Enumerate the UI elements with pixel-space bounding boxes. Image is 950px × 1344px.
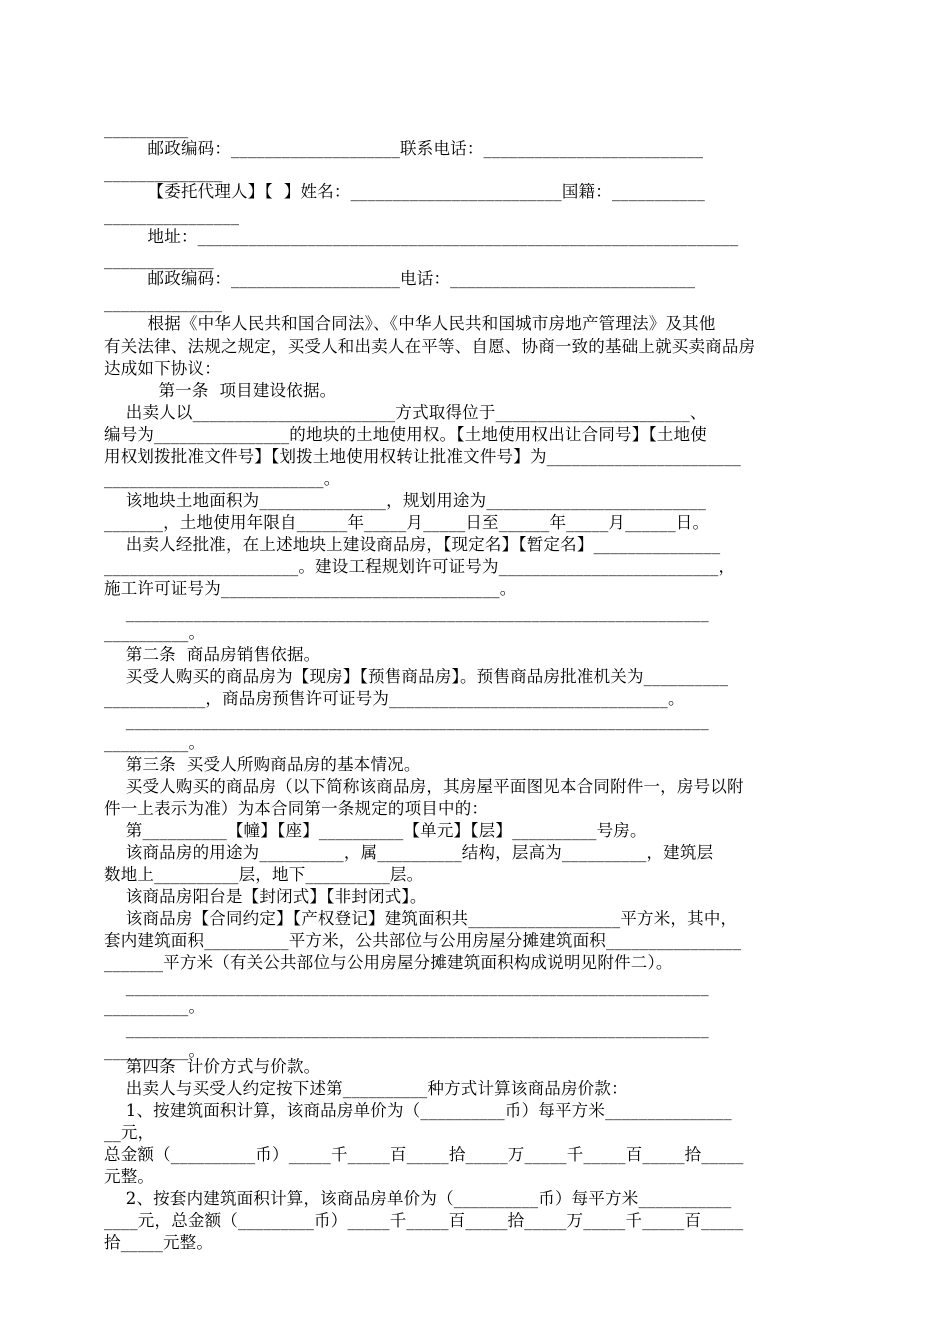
document-line: 买受人购买的商品房（以下简称该商品房，其房屋平面图见本合同附件一，房号以附 <box>104 777 744 796</box>
document-line: 达成如下协议： <box>104 359 221 378</box>
document-line: 出卖人以________________________方式取得位于_______________________、 <box>104 403 707 422</box>
document-line: 根据《中华人民共和国合同法》、《中华人民共和国城市房地产管理法》及其他 <box>104 314 716 333</box>
document-line: 编号为________________的地块的土地使用权。【土地使用权出让合同号】【土地使 <box>104 425 707 444</box>
document-line: _______平方米（有关公共部位与公用房屋分摊建筑面积构成说明见附件二）。 <box>104 953 673 972</box>
document-line: _____________________________________________________________________ <box>104 977 709 996</box>
document-line: 邮政编码：____________________联系电话：__________________________ <box>104 139 704 158</box>
document-line: 第三条 买受人所购商品房的基本情况。 <box>104 755 421 774</box>
document-line: 有关法律、法规之规定，买受人和出卖人在平等、自愿、协商一致的基础上就买卖商品房 <box>104 337 756 356</box>
document-line: 该商品房【合同约定】【产权登记】建筑面积共__________________平方米，其中， <box>104 909 738 928</box>
document-line: 该商品房阳台是【封闭式】【非封闭式】。 <box>104 887 427 906</box>
document-line: 第四条 计价方式与价款。 <box>104 1057 321 1076</box>
document-line: __________________________。 <box>104 469 341 488</box>
document-line: ______________ <box>104 293 223 312</box>
document-line: __________。 <box>104 997 206 1016</box>
document-line: 该商品房的用途为__________，属__________结构，层高为__________，建筑层 <box>104 843 714 862</box>
document-line: _______，土地使用年限自______年_____月_____日至______年_____月______日。 <box>104 513 710 532</box>
document-line: _______________________。建设工程规划许可证号为__________________________， <box>104 557 736 576</box>
document-line: 元整。 <box>104 1167 155 1186</box>
document-line: __________。 <box>104 623 206 642</box>
document-line: 第__________【幢】【座】__________【单元】【层】__________号房。 <box>104 821 647 840</box>
document-line: 用权划拨批准文件号】【划拨土地使用权转让批准文件号】为_______________________ <box>104 447 741 466</box>
document-line: 施工许可证号为_________________________________。 <box>104 579 517 598</box>
document-line: 件一上表示为准）为本合同第一条规定的项目中的： <box>104 799 489 818</box>
document-line: 第二条 商品房销售依据。 <box>104 645 321 664</box>
document-line: 总金额（__________币）_____千_____百_____拾_____万_____千_____百_____拾_____ <box>104 1145 744 1164</box>
document-line: 地址：________________________________________________________________ <box>104 227 739 246</box>
document-line: 该地块土地面积为_______________，规划用途为__________________________ <box>104 491 707 510</box>
document-line: 2、按套内建筑面积计算，该商品房单价为（__________币）每平方米___________ <box>104 1189 732 1208</box>
document-line: 数地上__________层，地下__________层。 <box>104 865 424 884</box>
document-line: 拾_____元整。 <box>104 1233 214 1252</box>
document-line: _____________________________________________________________________ <box>104 1019 709 1038</box>
document-line: __________。 <box>104 733 206 752</box>
document-line: 套内建筑面积__________平方米，公共部位与公用房屋分摊建筑面积________________ <box>104 931 742 950</box>
document-line: ____元，总金额（_________币）_____千_____百_____拾_____万_____千_____百_____ <box>104 1211 744 1230</box>
document-line: 1、按建筑面积计算，该商品房单价为（__________币）每平方米_______________ <box>104 1101 732 1120</box>
document-line: __________ <box>104 119 189 138</box>
document-line: 【委托代理人】【 】姓名：_________________________国籍：___________ <box>104 182 705 201</box>
document-line: _____________________________________________________________________ <box>104 711 709 730</box>
document-line: 邮政编码：____________________电话：_____________________________ <box>104 269 696 288</box>
document-line: 出卖人与买受人约定按下述第__________种方式计算该商品房价款： <box>104 1079 628 1098</box>
document-line: ____________，商品房预售许可证号为_________________________________。 <box>104 689 685 708</box>
document-line: ______________ <box>104 163 223 182</box>
document-line: __________。 <box>104 1041 206 1060</box>
document-line: 第一条 项目建设依据。 <box>104 381 337 400</box>
document-line: 出卖人经批准，在上述地块上建设商品房，【现定名】【暂定名】_______________ <box>104 535 721 554</box>
document-line: ________________ <box>104 206 240 225</box>
document-line: _____________ <box>104 250 214 269</box>
document-line: _____________________________________________________________________ <box>104 603 709 622</box>
document-line: 买受人购买的商品房为【现房】【预售商品房】。预售商品房批准机关为__________ <box>104 667 729 686</box>
document-line: __元， <box>104 1123 155 1142</box>
